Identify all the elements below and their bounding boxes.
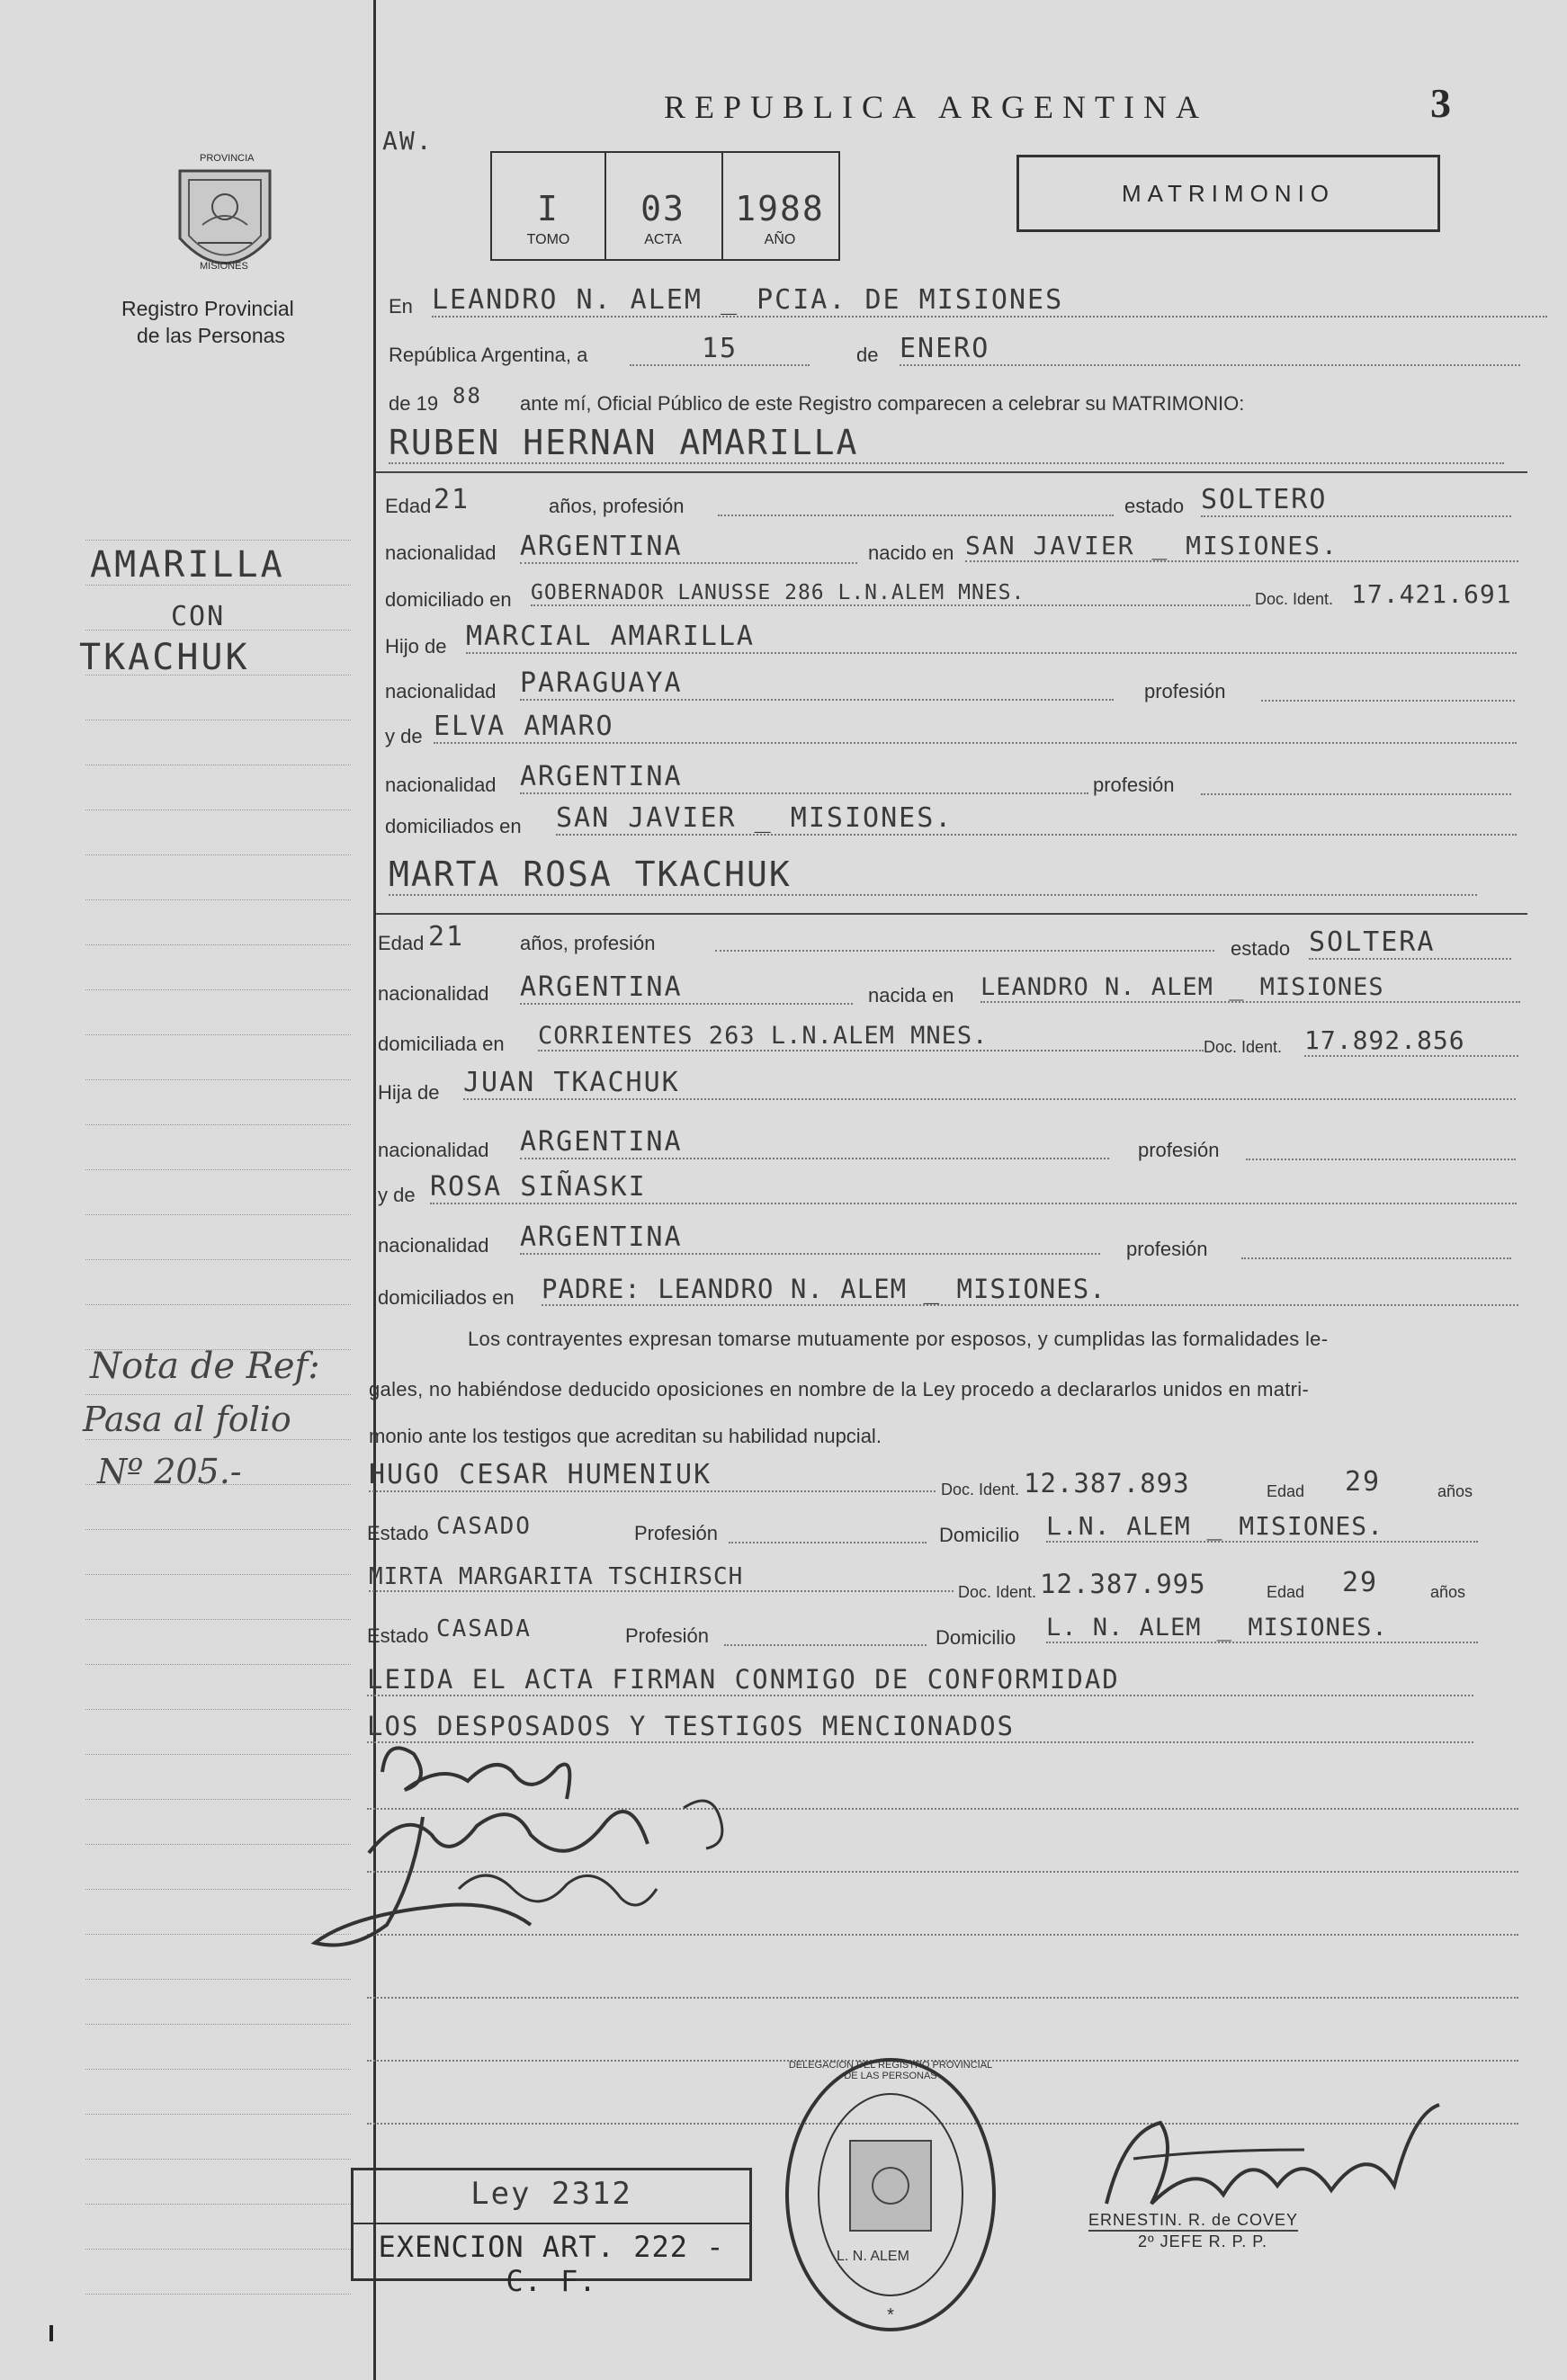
groom-domiciliado-label: domiciliado en <box>385 588 512 611</box>
ante-text: ante mí, Oficial Público de este Registro comparecen a celebrar su MATRIMONIO: <box>520 392 1245 415</box>
margin-note1: Nota de Ref: <box>90 1346 320 1387</box>
margin-surname1: AMARILLA <box>90 544 285 586</box>
bride-estado: SOLTERA <box>1309 926 1511 960</box>
closing-line2: LOS DESPOSADOS Y TESTIGOS MENCIONADOS <box>367 1711 1473 1743</box>
title-box <box>1016 155 1440 232</box>
officer-title: 2º JEFE R. P. P. <box>1138 2232 1267 2250</box>
bride-section-rule <box>376 913 1527 915</box>
registry-name-line1: Registro Provincial <box>121 297 294 320</box>
bride-yde-label: y de <box>378 1184 416 1206</box>
bride-father: JUAN TKACHUK <box>463 1067 1516 1100</box>
bride-mother-nac-label: nacionalidad <box>378 1234 489 1257</box>
witness1-domicilio: L.N. ALEM _ MISIONES. <box>1046 1511 1478 1543</box>
day-value: 15 <box>630 333 810 366</box>
margin-con: CON <box>171 601 226 632</box>
acta-value: 03 <box>640 189 685 228</box>
groom-anos-label: años, profesión <box>549 495 685 517</box>
registry-name-line2: de las Personas <box>137 324 285 347</box>
groom-section-rule <box>376 471 1527 473</box>
bride-doc-label: Doc. Ident. <box>1204 1038 1283 1056</box>
witness2-profesion-label: Profesión <box>625 1624 709 1647</box>
bride-domiciliada-label: domiciliada en <box>378 1033 505 1055</box>
acta-cell <box>604 153 723 259</box>
handwritten-signatures <box>297 1718 765 1988</box>
groom-profesion-line <box>718 514 1114 516</box>
groom-domicilio: GOBERNADOR LANUSSE 286 L.N.ALEM MNES. <box>531 581 1250 606</box>
groom-mother-nac: ARGENTINA <box>520 761 1088 794</box>
bride-profesion-line <box>715 950 1214 952</box>
signature-line-4 <box>367 1997 1518 1999</box>
en-label: En <box>389 295 413 318</box>
officer-name: ERNESTIN. R. de COVEY <box>1088 2211 1298 2232</box>
groom-hijo-label: Hijo de <box>385 635 447 658</box>
bride-hija-label: Hija de <box>378 1081 440 1104</box>
groom-age: 21 <box>434 484 470 515</box>
groom-father: MARCIAL AMARILLA <box>466 621 1517 654</box>
month-value: ENERO <box>900 333 1520 366</box>
margin-note3: Nº 205.- <box>97 1452 242 1491</box>
margin-divider <box>373 0 376 2380</box>
round-seal-text: DELEGACION DEL REGISTRO PROVINCIAL DE LAS PERSONAS <box>788 2060 993 2081</box>
bride-doc: 17.892.856 <box>1304 1025 1518 1057</box>
bride-father-profesion-line <box>1246 1159 1516 1160</box>
bride-father-nac-label: nacionalidad <box>378 1139 489 1161</box>
bride-estado-label: estado <box>1231 937 1291 960</box>
tomo-label: TOMO <box>526 232 570 247</box>
witness2-estado-label: Estado <box>367 1624 429 1647</box>
groom-nacido-label: nacido en <box>868 541 954 564</box>
bride-mother: ROSA SIÑASKI <box>430 1171 1517 1204</box>
witness2-domicilio-label: Domicilio <box>936 1626 1016 1649</box>
groom-estado-label: estado <box>1124 495 1185 517</box>
groom-parents-dom: SAN JAVIER _ MISIONES. <box>556 802 1517 836</box>
bride-domiciliados-label: domiciliados en <box>378 1286 515 1309</box>
witness1-name: HUGO CESAR HUMENIUK <box>369 1459 936 1492</box>
bride-nacionalidad: ARGENTINA <box>520 971 853 1005</box>
groom-edad-label: Edad <box>385 495 432 517</box>
groom-domiciliados-label: domiciliados en <box>385 815 522 837</box>
tomo-value: I <box>537 189 560 228</box>
bride-age: 21 <box>428 921 465 953</box>
declaration-line2: gales, no habiéndose deducido oposiciones en nombre de la Ley procedo a declararlos unidos en matri- <box>369 1378 1310 1400</box>
margin-note2: Pasa al folio <box>83 1400 291 1439</box>
bride-name: MARTA ROSA TKACHUK <box>389 854 1477 896</box>
anio-value: 1988 <box>735 189 825 228</box>
law-stamp-divider <box>354 2223 749 2224</box>
witness1-age: 29 <box>1345 1466 1382 1498</box>
year-suffix: 88 <box>452 383 482 408</box>
document-title: MATRIMONIO <box>1121 180 1336 207</box>
law-exemption: EXENCION ART. 222 - C. F. <box>378 2230 725 2298</box>
witness2-age: 29 <box>1342 1567 1379 1598</box>
declaration-line3: monio ante los testigos que acreditan su habilidad nupcial. <box>369 1425 882 1447</box>
groom-mother-profesion-line <box>1201 793 1511 795</box>
witness1-profesion-line <box>729 1542 927 1543</box>
bride-father-profesion-label: profesión <box>1138 1139 1220 1161</box>
tomo-cell <box>492 153 606 259</box>
delegation-round-seal-icon <box>783 2051 998 2339</box>
groom-name: RUBEN HERNAN AMARILLA <box>389 423 1504 464</box>
witness2-name: MIRTA MARGARITA TSCHIRSCH <box>369 1563 954 1592</box>
witness1-edad-label: Edad <box>1267 1482 1305 1500</box>
groom-birthplace: SAN JAVIER _ MISIONES. <box>965 531 1518 562</box>
witness2-edad-label: Edad <box>1267 1583 1305 1601</box>
bride-birthplace: LEANDRO N. ALEM _ MISIONES <box>980 973 1520 1003</box>
bride-mother-nac: ARGENTINA <box>520 1221 1100 1255</box>
year-prefix: de 19 <box>389 392 439 415</box>
country-title: REPUBLICA ARGENTINA <box>664 89 1209 125</box>
bride-father-nac: ARGENTINA <box>520 1126 1109 1159</box>
witness1-profesion-label: Profesión <box>634 1522 718 1544</box>
seal-bottom-text: MISIONES <box>200 261 248 272</box>
declaration-line1: Los contrayentes expresan tomarse mutuamente por esposos, y cumplidas las formalidades le- <box>468 1328 1329 1350</box>
groom-father-profesion-line <box>1261 700 1515 702</box>
page-number: 3 <box>1430 80 1451 126</box>
witness1-estado-label: Estado <box>367 1522 429 1544</box>
closing-line1: LEIDA EL ACTA FIRMAN CONMIGO DE CONFORMIDAD <box>367 1664 1473 1696</box>
law-number: Ley 2312 <box>470 2176 632 2212</box>
bride-parents-dom: PADRE: LEANDRO N. ALEM _ MISIONES. <box>542 1274 1518 1306</box>
groom-mother-nac-label: nacionalidad <box>385 774 497 796</box>
witness2-doc-label: Doc. Ident. <box>958 1583 1037 1601</box>
bride-anos-label: años, profesión <box>520 932 656 954</box>
witness1-doc: 12.387.893 <box>1024 1468 1190 1499</box>
svg-text:*: * <box>887 2305 894 2325</box>
groom-nacionalidad: ARGENTINA <box>520 531 857 564</box>
place-value: LEANDRO N. ALEM _ PCIA. DE MISIONES <box>432 284 1547 318</box>
seal-top-text: PROVINCIA <box>200 153 255 164</box>
acta-label: ACTA <box>644 232 682 247</box>
republica-label: República Argentina, a <box>389 344 588 366</box>
margin-surname2: TKACHUK <box>79 637 250 678</box>
witness1-estado: CASADO <box>436 1513 532 1540</box>
anio-label: AÑO <box>764 232 796 247</box>
witness2-profesion-line <box>724 1644 927 1646</box>
groom-mother: ELVA AMARO <box>434 711 1517 744</box>
bride-nacionalidad-label: nacionalidad <box>378 982 489 1005</box>
groom-mother-profesion-label: profesión <box>1093 774 1175 796</box>
groom-father-nac-label: nacionalidad <box>385 680 497 702</box>
witness2-domicilio: L. N. ALEM _ MISIONES. <box>1046 1614 1478 1643</box>
initials: AW. <box>382 126 434 156</box>
witness2-anos-label: años <box>1430 1583 1466 1601</box>
witness1-domicilio-label: Domicilio <box>939 1524 1020 1546</box>
bride-edad-label: Edad <box>378 932 425 954</box>
margin-mark <box>49 2325 53 2341</box>
groom-doc: 17.421.691 <box>1351 579 1512 609</box>
witness1-doc-label: Doc. Ident. <box>941 1481 1020 1499</box>
bride-domicilio: CORRIENTES 263 L.N.ALEM MNES. <box>538 1022 1204 1051</box>
bride-mother-profesion-line <box>1241 1257 1511 1259</box>
anio-cell <box>721 153 838 259</box>
groom-father-profesion-label: profesión <box>1144 680 1226 702</box>
record-box <box>490 151 840 261</box>
groom-nacionalidad-label: nacionalidad <box>385 541 497 564</box>
witness1-anos-label: años <box>1437 1482 1473 1500</box>
groom-father-nac: PARAGUAYA <box>520 667 1114 701</box>
bride-mother-profesion-label: profesión <box>1126 1238 1208 1260</box>
groom-doc-label: Doc. Ident. <box>1255 590 1334 608</box>
bride-nacida-label: nacida en <box>868 984 954 1007</box>
groom-yde-label: y de <box>385 725 423 747</box>
groom-estado: SOLTERO <box>1201 484 1511 517</box>
witness2-estado: CASADA <box>436 1615 532 1642</box>
witness2-doc: 12.387.995 <box>1040 1569 1206 1599</box>
law-stamp <box>351 2168 752 2298</box>
de-label: de <box>856 344 879 366</box>
round-seal-bottom: L. N. ALEM <box>837 2249 909 2264</box>
